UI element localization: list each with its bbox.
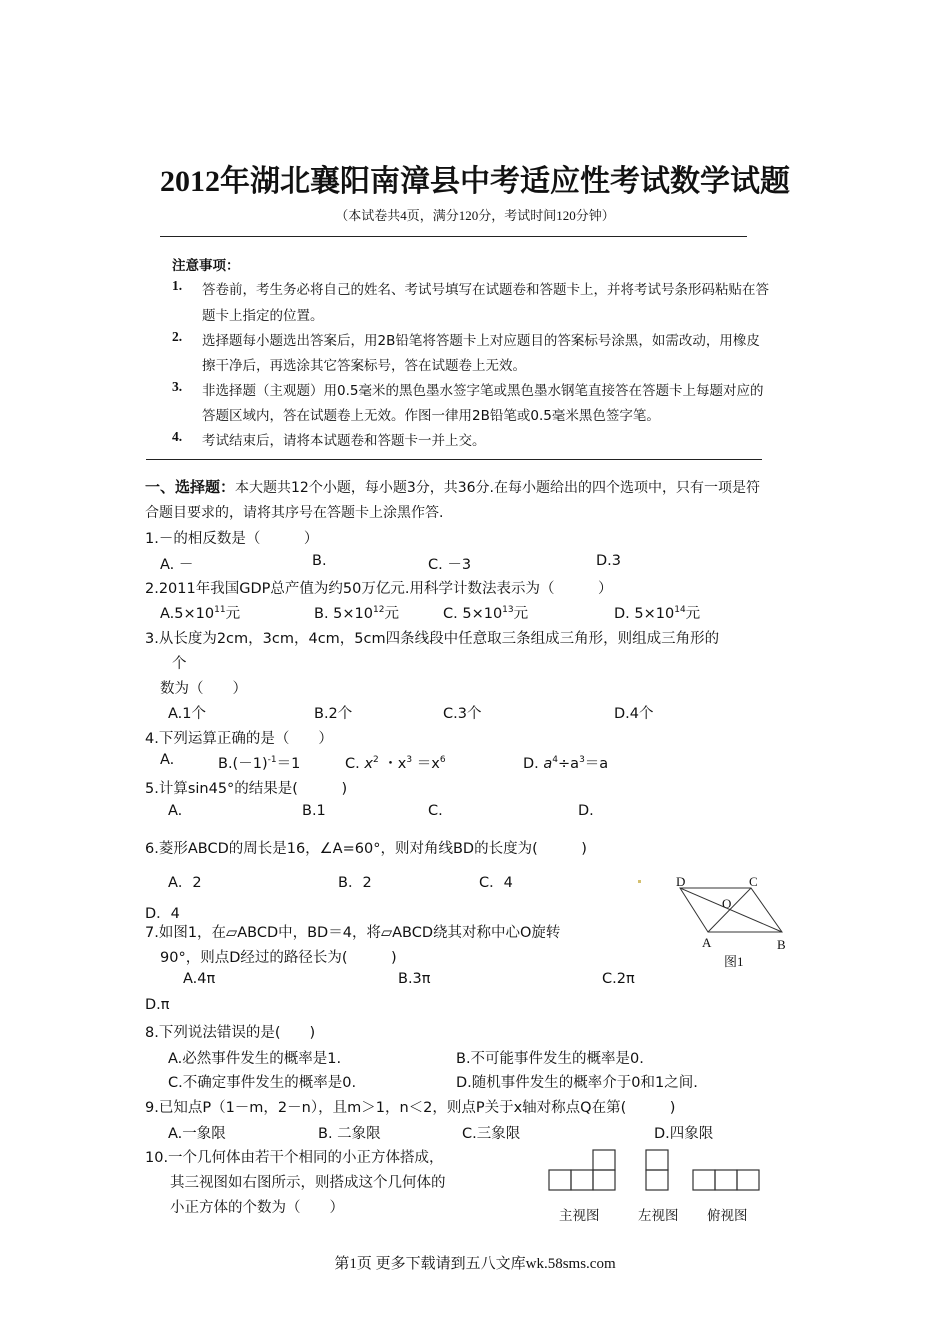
q2-option-d: D. $5\times 10^{14}$元 [614,605,701,622]
q9-option-d: D.四象限 [654,1126,714,1142]
section-heading: 一、选择题： [145,478,236,496]
exam-subtitle: （本试卷共4页，满分120分，考试时间120分钟） [335,208,615,223]
section-intro-line: 本大题共12个小题，每小题3分，共36分.在每小题给出的四个选项中，只有一项是符 [235,480,760,496]
note-line: 非选择题（主观题）用0.5毫米的黑色墨水签字笔或黑色墨水钢笔直接答在答题卡上每题对应的 [202,383,764,399]
section-intro-line: 合题目要求的，请将其序号在答题卡上涂黑作答. [145,505,444,521]
front-view-shape [549,1150,615,1190]
q2-option-a: $A.5\times 10^{11}$元 [160,605,241,622]
dot-mark [638,880,641,883]
q1-option-c: C. －3 [428,557,472,573]
q8-option-a: A.必然事件发生的概率是1. [168,1051,342,1067]
left-view-label: 左视图 [638,1208,679,1223]
q3-option-c: C.3个 [443,706,482,722]
q9-option-c: C.三象限 [462,1126,521,1142]
point-label-o: O [722,896,732,911]
question-3-cont: 个 [172,656,187,672]
notes-divider [146,459,762,460]
top-view-shape [693,1170,759,1190]
q1-option-b: B. [312,553,327,569]
q7-option-b: B.3π [398,971,431,987]
figure-1-parallelogram [636,870,796,970]
q9-option-b: B. 二象限 [318,1126,381,1142]
q7-option-a: A.4π [183,971,216,987]
q6-option-c: C．4 [479,875,513,891]
q6-option-a: A．2 [168,875,202,891]
question-6: 6.菱形ABCD的周长是16，∠A=60°，则对角线BD的长度为( ) [145,841,587,857]
q5-option-c: C. [428,803,443,819]
question-5: 5.计算sin45°的结果是( ) [145,781,348,797]
top-divider [160,236,747,237]
q9-option-a: A.一象限 [168,1126,226,1142]
figure-1-caption: 图1 [724,954,744,969]
question-3: 3.从长度为2cm，3cm，4cm，5cm四条线段中任意取三条组成三角形，则组成三角形的 [145,631,720,647]
point-label-a: A [702,935,712,950]
q4-option-c: C. $x^2$ ・$x^3 =x^6$ [345,755,446,772]
q4-option-a: A. [160,752,175,768]
top-view-label: 俯视图 [707,1208,748,1223]
q6-option-d: D．4 [145,906,180,922]
front-view-label: 主视图 [559,1208,600,1223]
note-line: 答题区域内，答在试题卷上无效。作图一律用2B铅笔或0.5毫米黑色签字笔。 [202,408,660,424]
q8-option-c: C.不确定事件发生的概率是0. [168,1075,357,1091]
q3-option-d: D.4个 [614,706,654,722]
note-number: 2. [172,329,183,344]
question-10-cont: 小正方体的个数为（ ） [170,1200,344,1216]
note-line: 选择题每小题选出答案后，用2B铅笔将答题卡上对应题目的答案标号涂黑，如需改动，用橡皮 [202,333,760,349]
note-line: 考试结束后，请将本试题卷和答题卡一并上交。 [202,433,486,449]
question-7-cont: 90°，则点D经过的路径长为( ) [160,950,397,966]
q5-option-b: B.1 [302,803,326,819]
notes-heading: 注意事项： [172,258,240,274]
q1-option-a: A. － [160,557,194,573]
question-10-cont: 其三视图如右图所示，则搭成这个几何体的 [170,1175,446,1191]
q3-option-a: A.1个 [168,706,206,722]
q2-option-c: C. $5\times 10^{13}$元 [443,605,529,622]
point-label-c: C [749,874,758,889]
q1-option-d: D.3 [596,553,621,569]
q2-option-b: B. $5\times 10^{12}$元 [314,605,399,622]
q5-option-a: A. [168,803,183,819]
q3-option-b: B.2个 [314,706,353,722]
q4-option-b: $B.(-1)^{-1}=1$ [218,755,301,772]
question-8: 8.下列说法错误的是( ) [145,1025,316,1041]
q7-option-c: C.2π [602,971,635,987]
three-views-figure [545,1146,765,1196]
page-footer: 第1页 更多下载请到五八文库wk.58sms.com [334,1256,616,1272]
q8-option-b: B.不可能事件发生的概率是0. [456,1051,644,1067]
point-label-d: D [676,874,686,889]
point-label-b: B [777,937,786,952]
question-3-cont: 数为（ ） [160,681,247,697]
note-line: 题卡上指定的位置。 [202,308,324,324]
note-number: 3. [172,379,183,394]
section-intro [145,476,760,497]
q5-option-d: D. [578,803,594,819]
note-line: 答卷前，考生务必将自己的姓名、考试号填写在试题卷和答题卡上，并将考试号条形码粘贴在答 [202,282,769,298]
question-9: 9.已知点P（1－m，2－n），且m＞1，n＜2，则点P关于x轴对称点Q在第( ) [145,1100,676,1116]
q8-option-d: D.随机事件发生的概率介于0和1之间. [456,1075,698,1091]
note-number: 1. [172,278,183,293]
page-title: 2012年湖北襄阳南漳县中考适应性考试数学试题 [160,165,790,198]
question-10: 10.一个几何体由若干个相同的小正方体搭成， [145,1150,444,1166]
question-4: 4.下列运算正确的是（ ） [145,731,333,747]
note-line: 擦干净后，再选涂其它答案标号，答在试题卷上无效。 [202,358,526,374]
question-2: 2.2011年我国GDP总产值为约50万亿元.用科学计数法表示为（ ） [145,581,613,597]
question-1: 1.－的相反数是（ ） [145,531,319,547]
question-7: 7.如图1，在▱ABCD中，BD＝4，将▱ABCD绕其对称中心O旋转 [145,925,561,941]
note-number: 4. [172,429,183,444]
left-view-shape [646,1150,668,1190]
q6-option-b: B．2 [338,875,372,891]
q4-option-d: D. $a^4\div a^3=a$ [523,755,609,772]
q7-option-d: D.π [145,997,170,1013]
